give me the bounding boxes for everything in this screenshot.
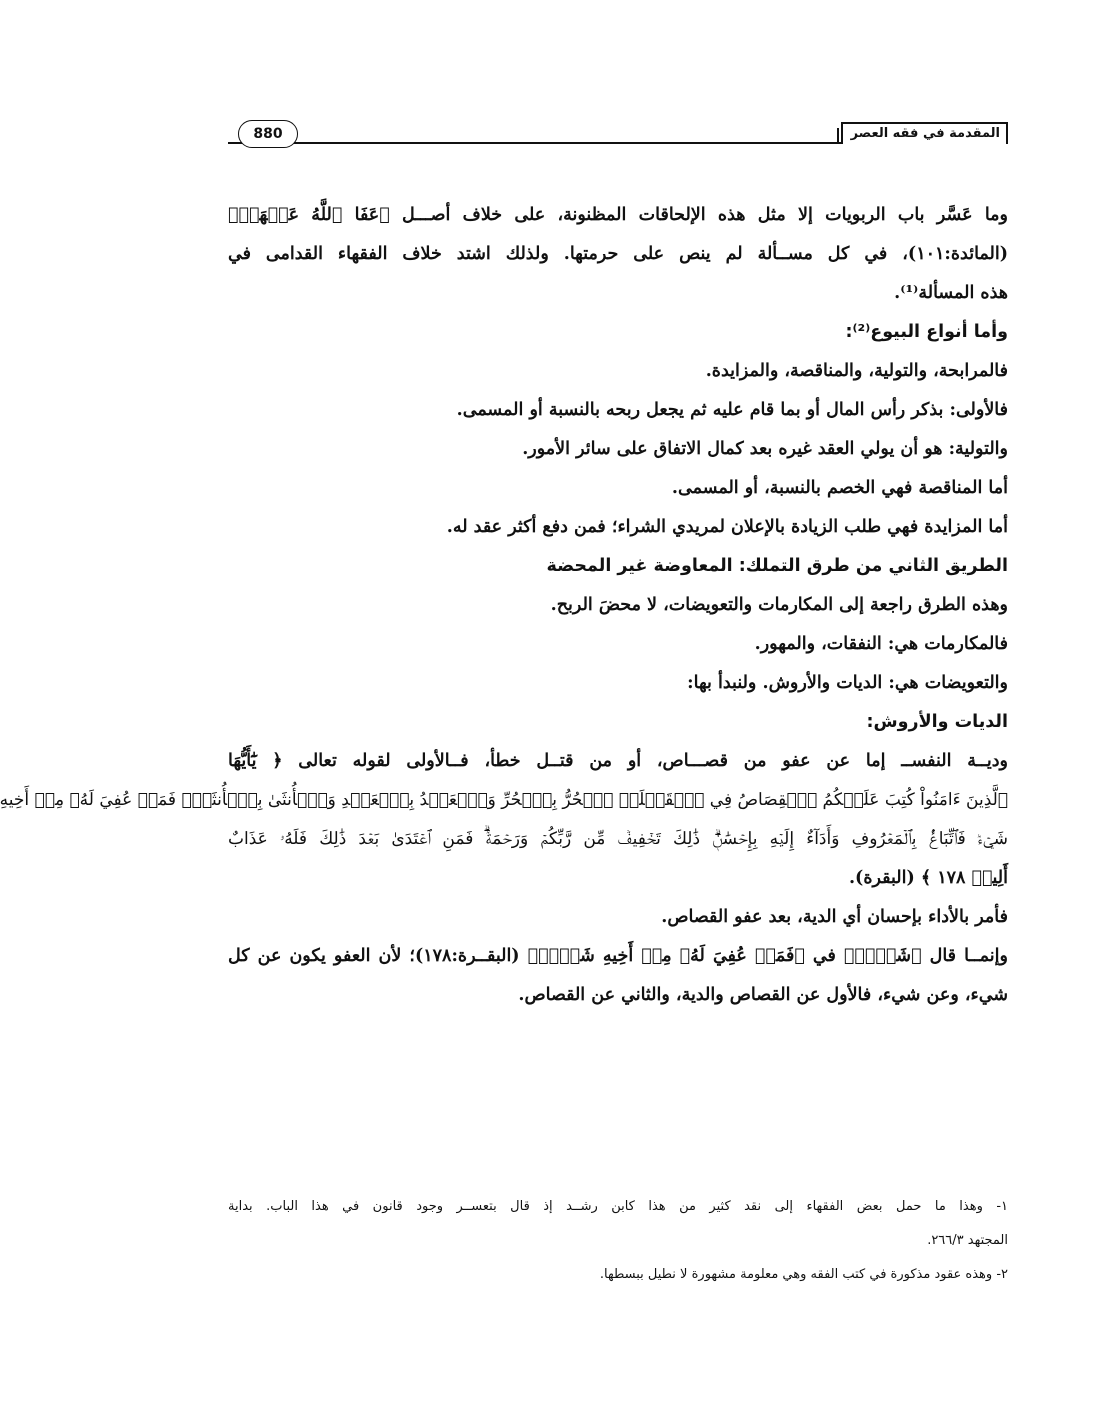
section-heading: وأما أنواع البيوع⁽²⁾:: [845, 322, 1008, 342]
paragraph-line: والتعويضات هي: الديات والأروش. ولنبدأ بها:: [687, 673, 1008, 693]
paragraph-line: أَلِيمٞ ١٧٨ ﴾ (البقرة).: [848, 868, 1008, 888]
footnotes: [228, 1190, 1008, 1292]
main-text: [0, 196, 1008, 1015]
footnote-line: المجتهد ٢٦٦/٣.: [927, 1233, 1008, 1248]
running-header: [228, 118, 1008, 148]
paragraph-line: أما المزايدة فهي طلب الزيادة بالإعلان لمريدي الشراء؛ فمن دفع أكثر عقد له.: [446, 517, 1008, 537]
paragraph-line: وما عَسَّر باب الربويات إلا مثل هذه الإلحاقات المظنونة، على خلاف أصـــل ﴿عَفَا ٱللَّهُ عَنۡهَاۗ﴾: [228, 205, 1008, 225]
section-heading: الطريق الثاني من طرق التملك: المعاوضة غير المحضة: [546, 556, 1008, 576]
paragraph-line: شيء، وعن شيء، فالأول عن القصاص والدية، والثاني عن القصاص.: [518, 985, 1008, 1005]
section-heading: الديات والأروش:: [866, 712, 1008, 732]
paragraph-line: فأمر بالأداء بإحسان أي الدية، بعد عفو القصاص.: [661, 907, 1008, 927]
paragraph-line: أما المناقصة فهي الخصم بالنسبة، أو المسمى.: [671, 478, 1008, 498]
paragraph-line: (المائدة:١٠١)، في كل مســألة لم ينص على حرمتها. ولذلك اشتد خلاف الفقهاء القدامى في: [228, 244, 1008, 264]
quran-verse-line: شَيۡءٞ فَٱتِّبَاعُۢ بِٱلۡمَعۡرُوفِ وَأَدَآءٌ إِلَيۡهِ بِإِحۡسَٰنٖۗ ذَٰلِكَ تَخۡفِيفٞ مِّن رَّبِّكُمۡ وَرَحۡمَةٞۗ فَمَنِ ٱعۡتَدَىٰ بَعۡدَ ذَٰلِكَ فَلَهُۥ عَذَابٌ: [228, 829, 1008, 849]
paragraph-line: فالأولى: بذكر رأس المال أو بما قام عليه ثم يجعل ربحه بالنسبة أو المسمى.: [456, 400, 1008, 420]
footnote-line: ٢- وهذه عقود مذكورة في كتب الفقه وهي معلومة مشهورة لا نطيل ببسطها.: [599, 1267, 1008, 1282]
paragraph-line: هذه المسألة⁽¹⁾.: [894, 283, 1008, 303]
quran-verse-line: ٱلَّذِينَ ءَامَنُواْ كُتِبَ عَلَيۡكُمُ ٱلۡقِصَاصُ فِي ٱلۡقَتۡلَىۖ ٱلۡحُرُّ بِٱلۡحُرِّ وَٱلۡعَبۡدُ بِٱلۡعَبۡدِ وَٱلۡأُنثَىٰ بِٱلۡأُنثَىٰۚ فَمَنۡ عُفِيَ لَهُۥ مِنۡ أَخِيهِ: [0, 790, 1008, 810]
paragraph-line: وهذه الطرق راجعة إلى المكارمات والتعويضات، لا محضَ الربح.: [550, 595, 1008, 615]
paragraph-line: وإنمــا قال ﴿شَيۡءٞ﴾ في ﴿فَمَنۡ عُفِيَ لَهُۥ مِنۡ أَخِيهِ شَيۡءٞ﴾ (البقــرة:١٧٨)؛ لأن العفو يكون عن كل: [228, 946, 1008, 966]
footnote-line: ١- وهذا ما حمل بعض الفقهاء إلى نقد كثير من هذا كابن رشــد إذ قال بتعســر وجود قانون في هذا الباب. بداية: [228, 1199, 1008, 1214]
paragraph-line: وديــة النفســ إما عن عفو من قصـــاص، أو من قتــل خطأ، فــالأولى لقوله تعالى ﴿ يَٰٓأَيُّهَا: [228, 751, 1008, 771]
paragraph-line: والتولية: هو أن يولي العقد غيره بعد كمال الاتفاق على سائر الأمور.: [522, 439, 1008, 459]
paragraph-line: فالمرابحة، والتولية، والمناقصة، والمزايدة.: [705, 361, 1008, 381]
book-title: المقدمة في فقه العصر: [841, 122, 1008, 144]
paragraph-line: فالمكارمات هي: النفقات، والمهور.: [754, 634, 1008, 654]
page-number: 880: [238, 120, 298, 148]
